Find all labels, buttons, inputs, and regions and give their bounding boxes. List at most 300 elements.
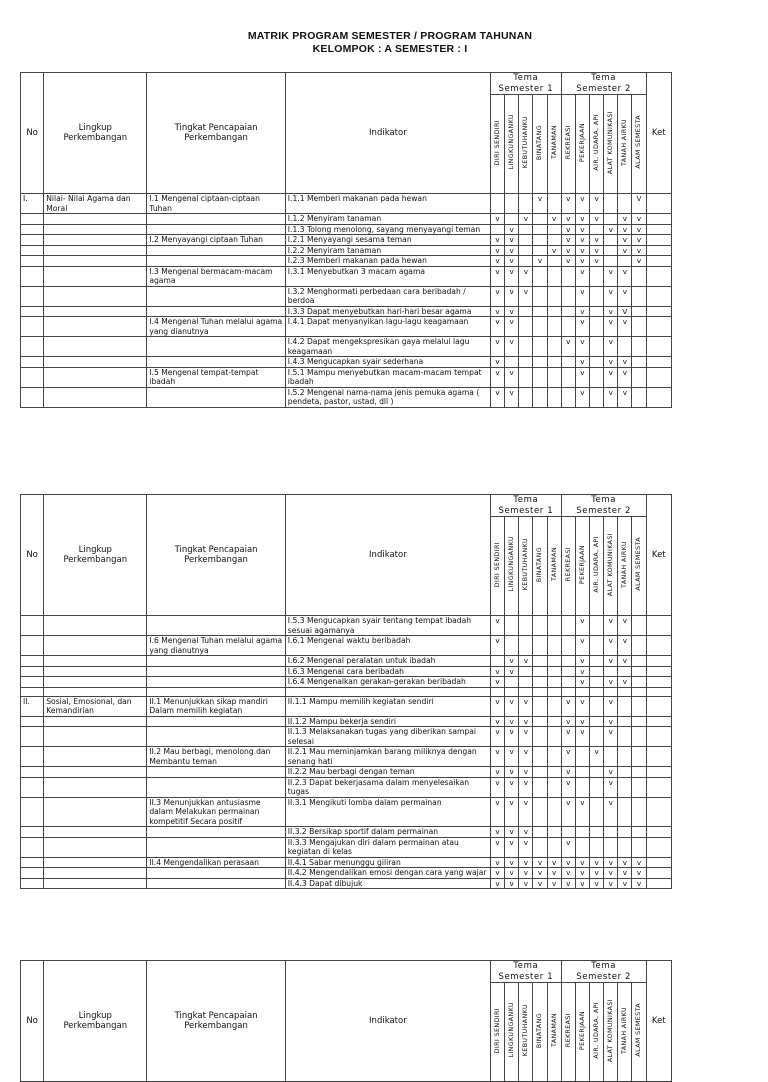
mark-cell bbox=[547, 827, 561, 838]
theme-label: DIRI SENDIRI bbox=[493, 1007, 501, 1053]
ket-cell bbox=[646, 687, 671, 696]
table-row bbox=[21, 666, 672, 677]
mark-cell: v bbox=[505, 286, 519, 306]
mark-cell bbox=[632, 367, 646, 387]
mark-cell bbox=[547, 337, 561, 357]
table-row bbox=[21, 636, 672, 656]
mark-cell bbox=[547, 286, 561, 306]
mark-cell: v bbox=[561, 837, 575, 857]
mark-cell: v bbox=[505, 727, 519, 747]
theme-header-10 bbox=[632, 95, 646, 194]
mark-cell: v bbox=[547, 857, 561, 868]
row-number bbox=[21, 727, 44, 747]
ket-cell bbox=[646, 747, 671, 767]
ket-cell bbox=[646, 245, 671, 256]
mark-cell bbox=[547, 727, 561, 747]
row-number bbox=[21, 224, 44, 235]
row-number bbox=[21, 656, 44, 667]
table-row bbox=[21, 777, 672, 797]
mark-cell: v bbox=[519, 747, 533, 767]
indikator-cell: I.1.3 Tolong menolong, sayang menyayangi teman bbox=[285, 224, 490, 235]
mark-cell bbox=[632, 656, 646, 667]
mark-cell bbox=[618, 827, 632, 838]
indikator-cell: I.5.2 Mengenal nama-nama jenis pemuka agama ( pendeta, pastor, ustad, dll ) bbox=[285, 387, 490, 407]
theme-header-7 bbox=[590, 517, 604, 616]
mark-cell bbox=[590, 616, 604, 636]
mark-cell: v bbox=[490, 777, 504, 797]
mark-cell bbox=[632, 317, 646, 337]
mark-cell: v bbox=[561, 777, 575, 797]
mark-cell: v bbox=[575, 224, 589, 235]
mark-cell bbox=[561, 286, 575, 306]
mark-cell bbox=[547, 677, 561, 688]
row-number bbox=[21, 797, 44, 827]
mark-cell: v bbox=[618, 224, 632, 235]
mark-cell: v bbox=[604, 677, 618, 688]
theme-header-2 bbox=[519, 95, 533, 194]
mark-cell bbox=[575, 827, 589, 838]
mark-cell: v bbox=[590, 194, 604, 214]
ket-cell bbox=[646, 666, 671, 677]
indikator-cell: II.2.1 Mau meminjamkan barang miliknya dengan senang hati bbox=[285, 747, 490, 767]
tingkat-cell bbox=[147, 837, 285, 857]
mark-cell bbox=[490, 656, 504, 667]
mark-cell: v bbox=[604, 797, 618, 827]
mark-cell: v bbox=[490, 727, 504, 747]
theme-header-10 bbox=[632, 983, 646, 1082]
mark-cell bbox=[575, 837, 589, 857]
mark-cell bbox=[519, 687, 533, 696]
mark-cell bbox=[547, 256, 561, 267]
indikator-cell: II.4.2 Mengendalikan emosi dengan cara yang wajar bbox=[285, 868, 490, 879]
theme-label: AIR, UDARA, API bbox=[593, 535, 600, 593]
mark-cell: v bbox=[604, 767, 618, 778]
theme-label: BINATANG bbox=[536, 546, 544, 582]
mark-cell bbox=[604, 687, 618, 696]
matrix-table-2 bbox=[20, 494, 672, 889]
ket-cell bbox=[646, 367, 671, 387]
table-row bbox=[21, 286, 672, 306]
lingkup-cell bbox=[44, 367, 147, 387]
table-row bbox=[21, 194, 672, 214]
mark-cell: v bbox=[590, 868, 604, 879]
theme-header-8 bbox=[604, 983, 618, 1082]
mark-cell bbox=[632, 837, 646, 857]
theme-label: BINATANG bbox=[536, 124, 544, 160]
table-row bbox=[21, 747, 672, 767]
tingkat-cell bbox=[147, 337, 285, 357]
table-row bbox=[21, 214, 672, 225]
mark-cell bbox=[561, 387, 575, 407]
indikator-cell: I.2.1 Menyayangi sesama teman bbox=[285, 235, 490, 246]
mark-cell: v bbox=[618, 616, 632, 636]
mark-cell: v bbox=[490, 677, 504, 688]
row-number bbox=[21, 747, 44, 767]
mark-cell: v bbox=[604, 868, 618, 879]
mark-cell: v bbox=[505, 878, 519, 889]
ket-cell bbox=[646, 777, 671, 797]
mark-cell bbox=[590, 716, 604, 727]
mark-cell: v bbox=[490, 387, 504, 407]
mark-cell bbox=[618, 797, 632, 827]
theme-label: REKREASI bbox=[564, 125, 572, 160]
mark-cell: v bbox=[618, 245, 632, 256]
row-number: I. bbox=[21, 194, 44, 214]
mark-cell: v bbox=[519, 868, 533, 879]
indikator-cell: I.3.1 Menyebutkan 3 macam agama bbox=[285, 266, 490, 286]
lingkup-cell bbox=[44, 616, 147, 636]
mark-cell: v bbox=[519, 767, 533, 778]
tingkat-cell bbox=[147, 357, 285, 368]
lingkup-cell bbox=[44, 827, 147, 838]
mark-cell: v bbox=[575, 797, 589, 827]
mark-cell bbox=[519, 616, 533, 636]
theme-label: LINGKUNGANKU bbox=[508, 114, 516, 170]
tema-semester-2: Tema Semester 2 bbox=[561, 495, 646, 517]
ket-cell bbox=[646, 677, 671, 688]
theme-header-4 bbox=[547, 983, 561, 1082]
theme-header-5 bbox=[561, 517, 575, 616]
mark-cell: v bbox=[505, 797, 519, 827]
mark-cell: v bbox=[561, 747, 575, 767]
mark-cell bbox=[533, 235, 547, 246]
mark-cell: v bbox=[575, 716, 589, 727]
tingkat-cell bbox=[147, 214, 285, 225]
lingkup-cell bbox=[44, 666, 147, 677]
mark-cell: v bbox=[490, 245, 504, 256]
mark-cell bbox=[561, 827, 575, 838]
mark-cell: v bbox=[561, 224, 575, 235]
col-lingkup: Lingkup Perkembangan bbox=[44, 961, 147, 1082]
mark-cell: v bbox=[490, 666, 504, 677]
mark-cell bbox=[533, 286, 547, 306]
mark-cell: v bbox=[575, 317, 589, 337]
mark-cell bbox=[618, 337, 632, 357]
indikator-cell: II.3.3 Mengajukan diri dalam permainan atau kegiatan di kelas bbox=[285, 837, 490, 857]
mark-cell: v bbox=[561, 214, 575, 225]
mark-cell bbox=[519, 337, 533, 357]
ket-cell bbox=[646, 387, 671, 407]
mark-cell bbox=[561, 266, 575, 286]
theme-header-9 bbox=[618, 95, 632, 194]
theme-label: LINGKUNGANKU bbox=[508, 536, 516, 592]
mark-cell: v bbox=[490, 286, 504, 306]
mark-cell: v bbox=[547, 868, 561, 879]
theme-header-7 bbox=[590, 983, 604, 1082]
table-row bbox=[21, 367, 672, 387]
mark-cell: v bbox=[561, 767, 575, 778]
mark-cell bbox=[547, 767, 561, 778]
mark-cell bbox=[519, 317, 533, 337]
row-number bbox=[21, 687, 44, 696]
mark-cell bbox=[547, 636, 561, 656]
col-no: No bbox=[21, 73, 44, 194]
mark-cell bbox=[632, 747, 646, 767]
tingkat-cell bbox=[147, 727, 285, 747]
mark-cell bbox=[519, 245, 533, 256]
lingkup-cell bbox=[44, 767, 147, 778]
theme-header-6 bbox=[575, 983, 589, 1082]
row-number bbox=[21, 337, 44, 357]
indikator-cell: I.5.1 Mampu menyebutkan macam-macam tempat ibadah bbox=[285, 367, 490, 387]
mark-cell bbox=[547, 687, 561, 696]
mark-cell bbox=[519, 235, 533, 246]
mark-cell bbox=[618, 777, 632, 797]
theme-header-7 bbox=[590, 95, 604, 194]
ket-cell bbox=[646, 357, 671, 368]
indikator-cell: II.3.2 Bersikap sportif dalam permainan bbox=[285, 827, 490, 838]
mark-cell: v bbox=[547, 245, 561, 256]
mark-cell: v bbox=[505, 857, 519, 868]
mark-cell: v bbox=[490, 797, 504, 827]
mark-cell: v bbox=[632, 868, 646, 879]
mark-cell bbox=[533, 357, 547, 368]
table-row bbox=[21, 256, 672, 267]
table-header bbox=[21, 495, 672, 616]
mark-cell: v bbox=[547, 214, 561, 225]
theme-label: DIRI SENDIRI bbox=[493, 119, 501, 165]
mark-cell bbox=[590, 636, 604, 656]
table-row bbox=[21, 716, 672, 727]
mark-cell: v bbox=[575, 357, 589, 368]
mark-cell bbox=[561, 357, 575, 368]
row-number bbox=[21, 827, 44, 838]
tingkat-cell bbox=[147, 677, 285, 688]
table-row bbox=[21, 245, 672, 256]
mark-cell: v bbox=[604, 306, 618, 317]
mark-cell bbox=[590, 357, 604, 368]
spacer-row bbox=[21, 687, 672, 696]
mark-cell: v bbox=[505, 767, 519, 778]
mark-cell bbox=[547, 317, 561, 337]
mark-cell: v bbox=[561, 716, 575, 727]
table-row bbox=[21, 857, 672, 868]
indikator-cell: II.1.1 Mampu memilih kegiatan sendiri bbox=[285, 696, 490, 716]
col-ket: Ket bbox=[646, 495, 671, 616]
mark-cell: v bbox=[590, 235, 604, 246]
mark-cell: v bbox=[490, 747, 504, 767]
mark-cell: v bbox=[519, 827, 533, 838]
lingkup-cell bbox=[44, 235, 147, 246]
mark-cell bbox=[490, 687, 504, 696]
theme-header-3 bbox=[533, 517, 547, 616]
mark-cell: v bbox=[575, 286, 589, 306]
mark-cell: v bbox=[519, 797, 533, 827]
mark-cell: v bbox=[604, 387, 618, 407]
mark-cell: v bbox=[618, 286, 632, 306]
ket-cell bbox=[646, 767, 671, 778]
mark-cell bbox=[519, 194, 533, 214]
tingkat-cell bbox=[147, 306, 285, 317]
mark-cell: v bbox=[575, 245, 589, 256]
row-number bbox=[21, 677, 44, 688]
lingkup-cell bbox=[44, 837, 147, 857]
table-row bbox=[21, 677, 672, 688]
mark-cell: v bbox=[575, 677, 589, 688]
mark-cell bbox=[590, 837, 604, 857]
col-no: No bbox=[21, 495, 44, 616]
lingkup-cell bbox=[44, 687, 147, 696]
row-number bbox=[21, 317, 44, 337]
mark-cell: v bbox=[575, 266, 589, 286]
lingkup-cell bbox=[44, 716, 147, 727]
col-tingkat: Tingkat Pencapaian Perkembangan bbox=[147, 73, 285, 194]
mark-cell bbox=[533, 214, 547, 225]
mark-cell: v bbox=[590, 857, 604, 868]
theme-header-1 bbox=[505, 517, 519, 616]
lingkup-cell bbox=[44, 286, 147, 306]
mark-cell: v bbox=[632, 224, 646, 235]
ket-cell bbox=[646, 837, 671, 857]
document-title: MATRIK PROGRAM SEMESTER / PROGRAM TAHUNAN bbox=[247, 30, 533, 42]
theme-header-0 bbox=[490, 95, 504, 194]
mark-cell bbox=[547, 837, 561, 857]
row-number bbox=[21, 716, 44, 727]
tema-semester-1: Tema Semester 1 bbox=[490, 495, 561, 517]
tema-semester-1: Tema Semester 1 bbox=[490, 73, 561, 95]
mark-cell bbox=[632, 767, 646, 778]
theme-header-1 bbox=[505, 95, 519, 194]
theme-header-0 bbox=[490, 517, 504, 616]
theme-header-5 bbox=[561, 983, 575, 1082]
theme-header-8 bbox=[604, 517, 618, 616]
lingkup-cell bbox=[44, 357, 147, 368]
tingkat-cell bbox=[147, 616, 285, 636]
ket-cell bbox=[646, 266, 671, 286]
theme-header-4 bbox=[547, 517, 561, 616]
mark-cell bbox=[533, 337, 547, 357]
mark-cell bbox=[547, 716, 561, 727]
lingkup-cell bbox=[44, 656, 147, 667]
col-indikator: Indikator bbox=[285, 73, 490, 194]
mark-cell bbox=[632, 266, 646, 286]
row-number bbox=[21, 235, 44, 246]
mark-cell bbox=[533, 677, 547, 688]
table-row bbox=[21, 235, 672, 246]
row-number bbox=[21, 286, 44, 306]
matrix-table-3 bbox=[20, 960, 672, 1082]
mark-cell: v bbox=[490, 337, 504, 357]
row-number bbox=[21, 636, 44, 656]
mark-cell bbox=[490, 194, 504, 214]
theme-label: REKREASI bbox=[564, 1013, 572, 1048]
indikator-cell: I.6.4 Mengenalkan gerakan-gerakan beribadah bbox=[285, 677, 490, 688]
mark-cell bbox=[590, 827, 604, 838]
mark-cell bbox=[632, 306, 646, 317]
theme-header-1 bbox=[505, 983, 519, 1082]
indikator-cell: II.2.2 Mau berbagi dengan teman bbox=[285, 767, 490, 778]
mark-cell bbox=[590, 797, 604, 827]
mark-cell bbox=[547, 666, 561, 677]
tingkat-cell bbox=[147, 767, 285, 778]
mark-cell bbox=[533, 777, 547, 797]
mark-cell: v bbox=[490, 827, 504, 838]
mark-cell: v bbox=[505, 837, 519, 857]
mark-cell bbox=[533, 306, 547, 317]
mark-cell: v bbox=[618, 868, 632, 879]
mark-cell: v bbox=[490, 696, 504, 716]
lingkup-cell bbox=[44, 224, 147, 235]
table-row bbox=[21, 696, 672, 716]
ket-cell bbox=[646, 194, 671, 214]
mark-cell: v bbox=[561, 235, 575, 246]
theme-label: ALAM SEMESTA bbox=[635, 1003, 643, 1058]
col-lingkup: Lingkup Perkembangan bbox=[44, 73, 147, 194]
mark-cell: v bbox=[533, 857, 547, 868]
lingkup-cell bbox=[44, 214, 147, 225]
mark-cell bbox=[505, 687, 519, 696]
indikator-cell: I.3.3 Dapat menyebutkan hari-hari besar agama bbox=[285, 306, 490, 317]
row-number bbox=[21, 245, 44, 256]
theme-header-4 bbox=[547, 95, 561, 194]
mark-cell: v bbox=[575, 306, 589, 317]
theme-label: AIR, UDARA, API bbox=[593, 1001, 600, 1059]
mark-cell: v bbox=[505, 224, 519, 235]
mark-cell bbox=[547, 357, 561, 368]
mark-cell: v bbox=[561, 727, 575, 747]
theme-header-2 bbox=[519, 517, 533, 616]
mark-cell: v bbox=[575, 235, 589, 246]
table-row bbox=[21, 387, 672, 407]
mark-cell bbox=[618, 747, 632, 767]
col-no: No bbox=[21, 961, 44, 1082]
mark-cell bbox=[618, 837, 632, 857]
mark-cell bbox=[547, 224, 561, 235]
mark-cell: v bbox=[505, 306, 519, 317]
table-row bbox=[21, 337, 672, 357]
lingkup-cell bbox=[44, 317, 147, 337]
ket-cell bbox=[646, 616, 671, 636]
mark-cell: v bbox=[604, 286, 618, 306]
mark-cell bbox=[533, 245, 547, 256]
mark-cell: v bbox=[490, 214, 504, 225]
mark-cell: v bbox=[505, 696, 519, 716]
table-row bbox=[21, 266, 672, 286]
mark-cell: v bbox=[490, 767, 504, 778]
mark-cell: v bbox=[575, 696, 589, 716]
mark-cell: v bbox=[519, 878, 533, 889]
mark-cell: v bbox=[505, 868, 519, 879]
indikator-cell: II.1.3 Melaksanakan tugas yang diberikan sampai selesai bbox=[285, 727, 490, 747]
tema-semester-1: Tema Semester 1 bbox=[490, 961, 561, 983]
mark-cell bbox=[505, 357, 519, 368]
mark-cell bbox=[575, 777, 589, 797]
theme-label: KEBUTUHANKU bbox=[522, 538, 530, 591]
mark-cell: v bbox=[575, 256, 589, 267]
ket-cell bbox=[646, 868, 671, 879]
mark-cell bbox=[604, 194, 618, 214]
tingkat-cell: I.6 Mengenal Tuhan melalui agama yang dianutnya bbox=[147, 636, 285, 656]
mark-cell bbox=[561, 306, 575, 317]
ket-cell bbox=[646, 696, 671, 716]
row-number bbox=[21, 357, 44, 368]
ket-cell bbox=[646, 235, 671, 246]
mark-cell bbox=[547, 777, 561, 797]
lingkup-cell bbox=[44, 727, 147, 747]
mark-cell: v bbox=[618, 214, 632, 225]
indikator-cell: I.4.1 Dapat menyanyikan lagu-lagu keagamaan bbox=[285, 317, 490, 337]
theme-label: ALAT KOMUNIKASI bbox=[607, 532, 615, 596]
theme-label: ALAT KOMUNIKASI bbox=[607, 110, 615, 174]
mark-cell: v bbox=[490, 317, 504, 337]
theme-header-3 bbox=[533, 983, 547, 1082]
mark-cell: v bbox=[575, 616, 589, 636]
mark-cell: v bbox=[505, 716, 519, 727]
mark-cell bbox=[547, 616, 561, 636]
mark-cell: v bbox=[505, 827, 519, 838]
mark-cell bbox=[533, 837, 547, 857]
row-number bbox=[21, 306, 44, 317]
